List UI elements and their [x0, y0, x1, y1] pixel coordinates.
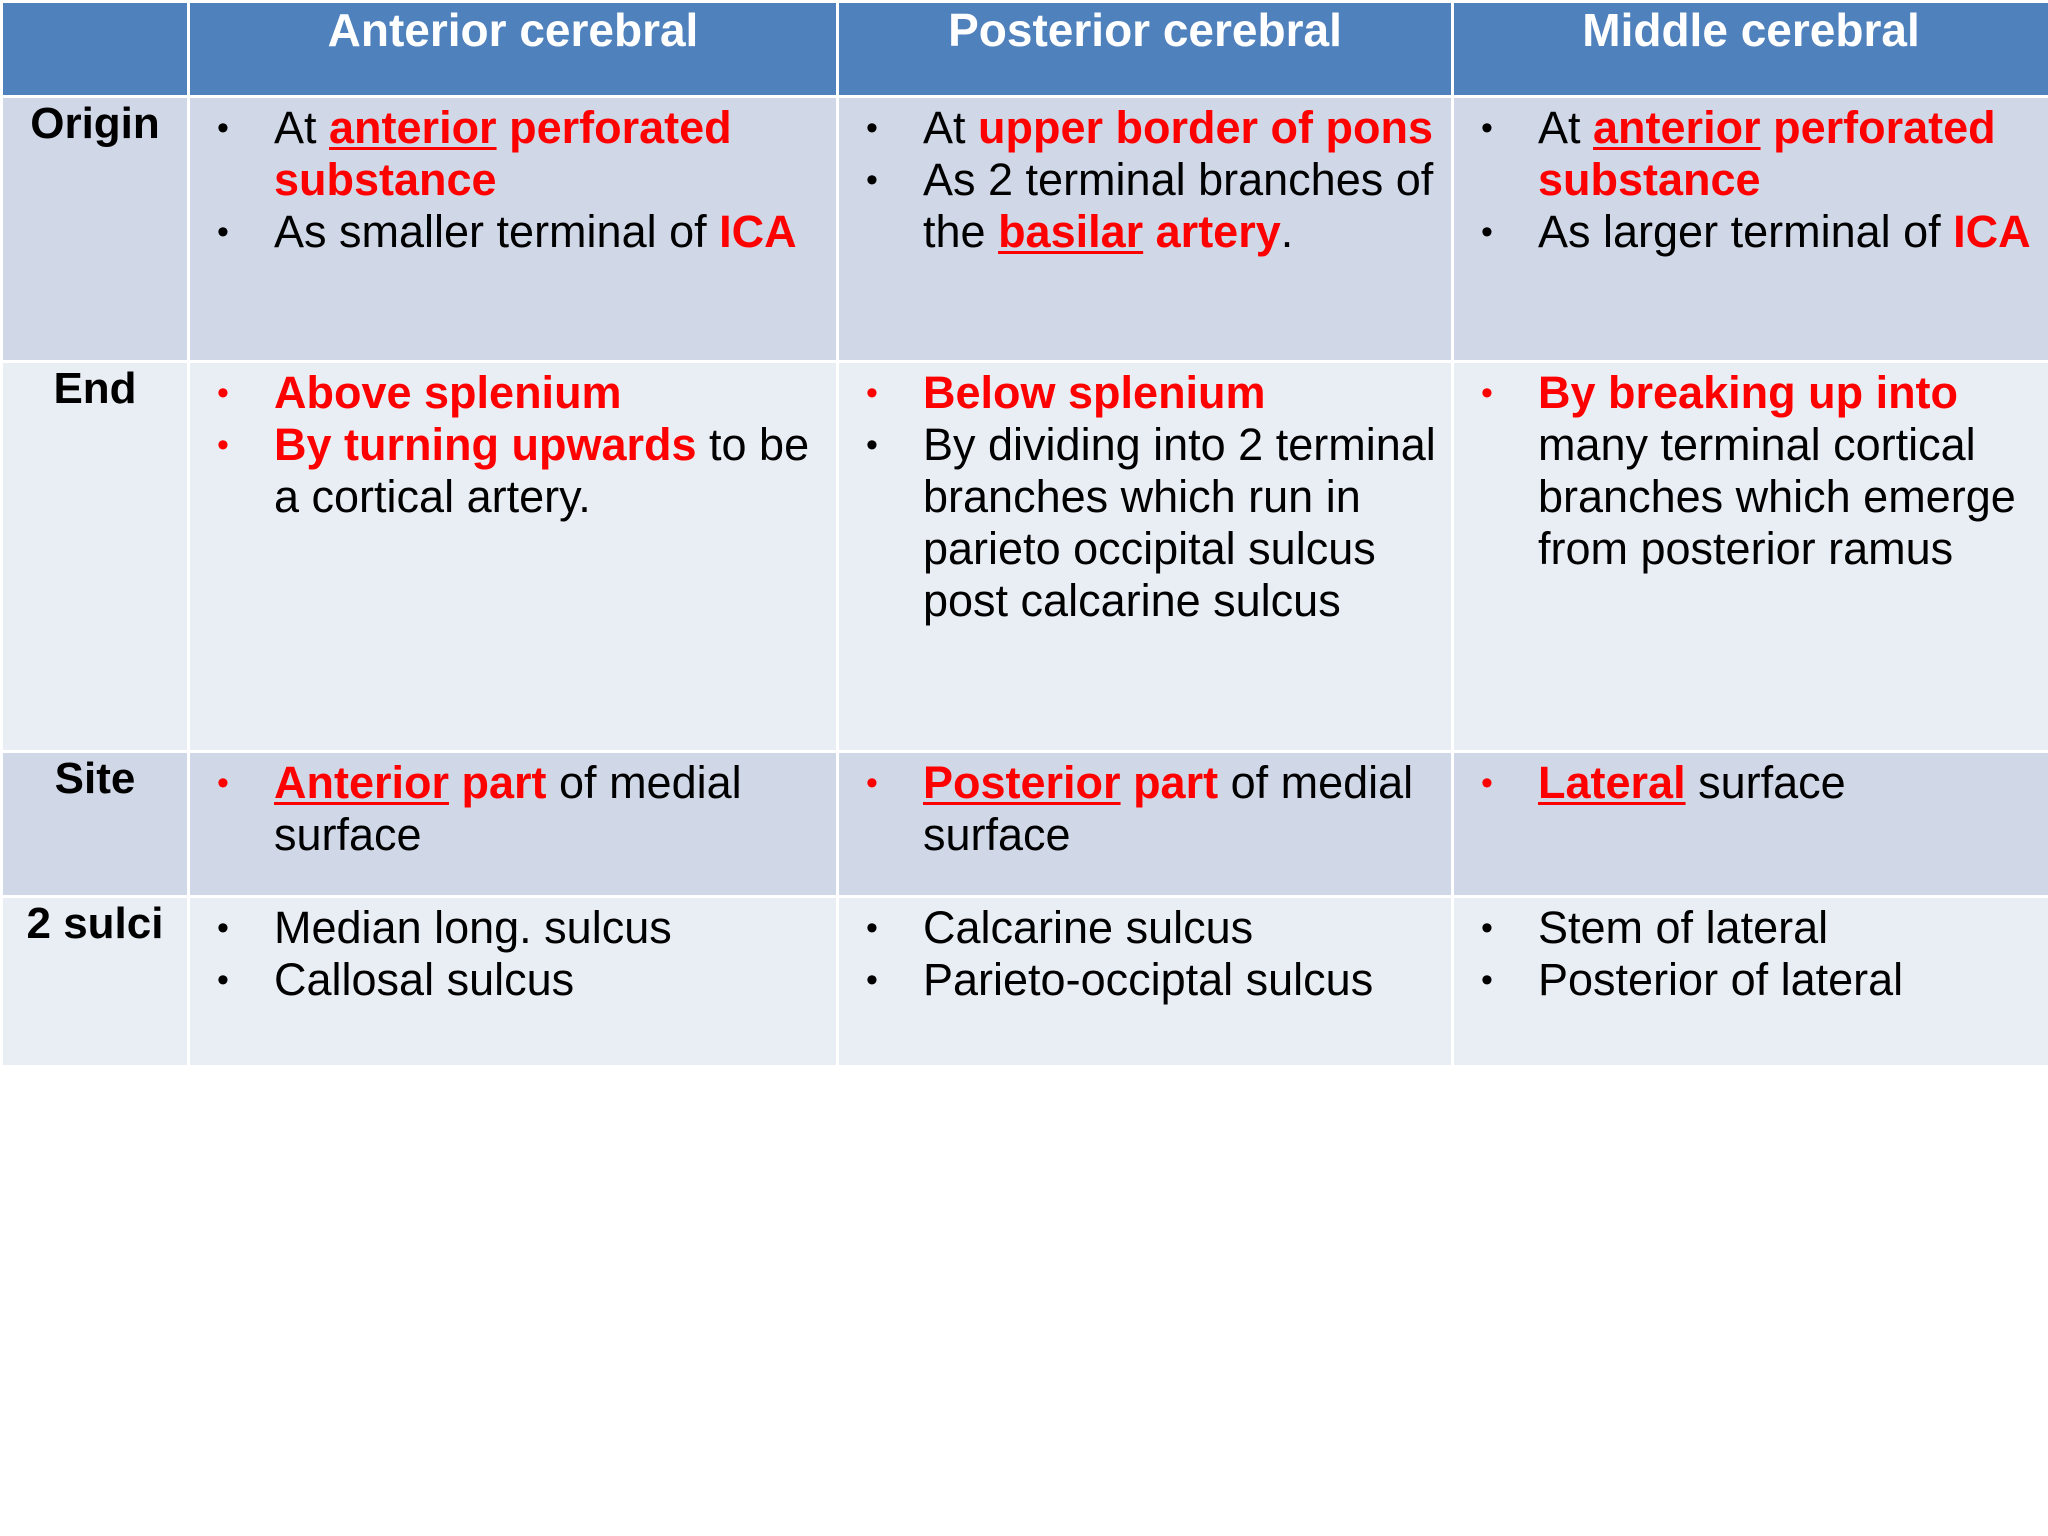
highlight-text: perforated substance: [274, 102, 732, 205]
highlight-text: part: [1120, 757, 1219, 808]
text-span: of medial surface: [274, 757, 742, 860]
cell-origin-anterior: [189, 97, 838, 362]
list-item: [208, 206, 828, 258]
highlight-text: ICA: [719, 206, 797, 257]
text-span: As 2 terminal branches of the: [923, 154, 1434, 257]
highlight-underlined: anterior: [1593, 102, 1761, 153]
highlight-underlined: Anterior: [274, 757, 450, 808]
row-site: [2, 752, 2048, 897]
cell-site-posterior: [838, 752, 1453, 897]
list-item: • Posterior of lateral: [1472, 954, 2040, 1006]
cell-origin-middle: [1453, 97, 2048, 362]
text-span: many terminal cortical branches which emerge from posterior ramus: [1538, 419, 2016, 574]
list-item: [208, 102, 828, 206]
highlight-underlined: Lateral: [1538, 757, 1686, 808]
list-item: [857, 757, 1443, 861]
text-span: .: [1280, 206, 1294, 257]
list-item: • Median long. sulcus: [208, 902, 828, 954]
list-item: [857, 419, 1443, 627]
highlight-text: By turning upwards: [274, 419, 697, 470]
list-item: [1472, 102, 2040, 206]
text-span: surface: [1685, 757, 1846, 808]
list-item: [857, 154, 1443, 258]
row-origin: [2, 97, 2048, 362]
text-span: of medial surface: [923, 757, 1414, 860]
list-item: • Calcarine sulcus: [857, 902, 1443, 954]
highlight-text: Above splenium: [274, 367, 622, 418]
list-item: [857, 367, 1443, 419]
header-middle-cerebral: Middle cerebral: [1453, 2, 2048, 97]
header-row: [2, 2, 2048, 97]
list-item: [208, 367, 828, 419]
cell-end-posterior: [838, 362, 1453, 752]
text-span: At: [274, 102, 330, 153]
highlight-text: By breaking up into: [1538, 367, 1959, 418]
cell-end-anterior: [189, 362, 838, 752]
row-sulci: [2, 897, 2048, 1067]
highlight-underlined: Posterior: [923, 757, 1121, 808]
text-span: At: [1538, 102, 1594, 153]
highlight-text: ICA: [1953, 206, 2031, 257]
row-label-end: End: [2, 362, 189, 752]
cell-sulci-posterior: [838, 897, 1453, 1067]
text-span: As smaller terminal of: [274, 206, 720, 257]
highlight-text: perforated substance: [1538, 102, 1996, 205]
list-item: • Parieto-occiptal sulcus: [857, 954, 1443, 1006]
header-corner: [2, 2, 189, 97]
highlight-text: Below splenium: [923, 367, 1266, 418]
text-span: At: [923, 102, 979, 153]
row-label-sulci: 2 sulci: [2, 897, 189, 1067]
row-end: [2, 362, 2048, 752]
highlight-text: artery: [1143, 206, 1281, 257]
cell-sulci-anterior: [189, 897, 838, 1067]
list-item: [1472, 206, 2040, 258]
list-item: [1472, 757, 2040, 809]
row-label-origin: Origin: [2, 97, 189, 362]
list-item: [208, 419, 828, 523]
header-anterior-cerebral: Anterior cerebral: [189, 2, 838, 97]
cell-origin-posterior: [838, 97, 1453, 362]
text-span: By dividing into 2 terminal branches which run in parieto occipital sulcus post calcarine sulcus: [923, 419, 1436, 626]
list-item: [857, 102, 1443, 154]
row-label-site: Site: [2, 752, 189, 897]
list-item: • Callosal sulcus: [208, 954, 828, 1006]
cell-sulci-middle: [1453, 897, 2048, 1067]
highlight-underlined: anterior: [329, 102, 497, 153]
text-span: to be a cortical artery.: [274, 419, 810, 522]
cell-end-middle: [1453, 362, 2048, 752]
list-item: • Stem of lateral: [1472, 902, 2040, 954]
highlight-underlined: basilar: [998, 206, 1144, 257]
highlight-text: part: [449, 757, 547, 808]
list-item: [208, 757, 828, 861]
cell-site-middle: [1453, 752, 2048, 897]
header-posterior-cerebral: Posterior cerebral: [838, 2, 1453, 97]
highlight-text: upper border of pons: [978, 102, 1434, 153]
cell-site-anterior: [189, 752, 838, 897]
text-span: As larger terminal of: [1538, 206, 1954, 257]
list-item: [1472, 367, 2040, 575]
